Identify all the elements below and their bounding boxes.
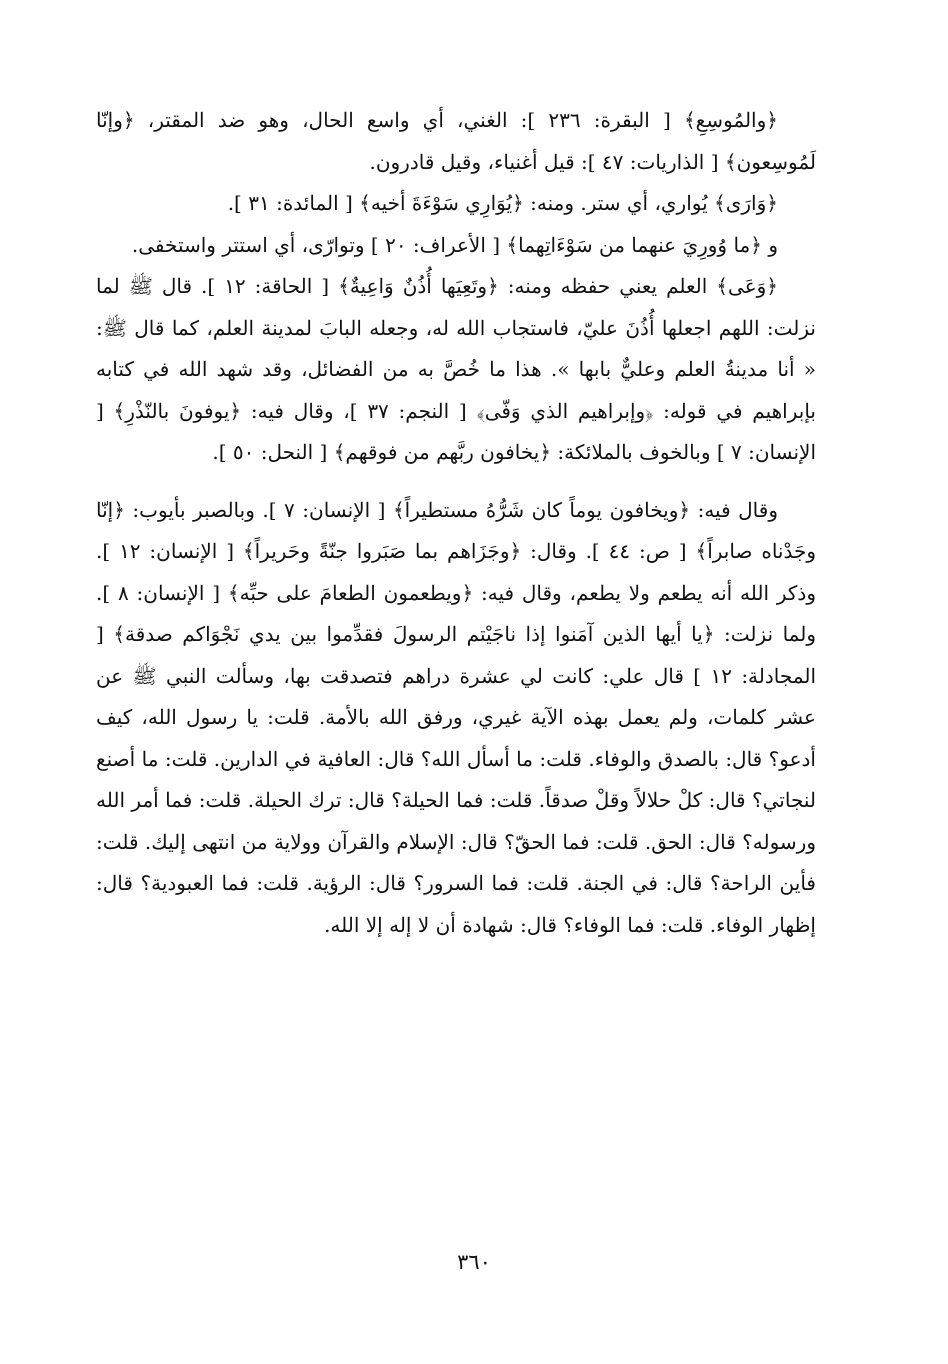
body-text xyxy=(96,100,816,946)
paragraph-wara: ﴿وَارَى﴾ يُواري، أي ستر. ومنه: ﴿يُوَارِي سَوْءَةَ أخيه﴾ [ المائدة: ٣١ ]. xyxy=(227,191,778,215)
page-number: ٣٦٠ xyxy=(457,1250,491,1274)
paragraph-almusi: ﴿والمُوسِعِ﴾ [ البقرة: ٢٣٦ ]: الغني، أي واسع الحال، وهو ضد المقتر، ﴿وإنّا لَمُوسِعون﴾ [ الذاريات: ٤٧ ]: قيل أغنياء، وقيل قادرون. xyxy=(96,108,816,174)
paragraph-wuriya: و ﴿ما وُورِيَ عنهما من سَوْءَاتِهما﴾ [ الأعراف: ٢٠ ] وتوارّى، أي استتر واستخفى. xyxy=(131,232,778,257)
paragraph-qala-fihi: وقال فيه: ﴿ويخافون يوماً كان شَرُّهُ مستطيراً﴾ [ الإنسان: ٧ ]. وبالصبر بأيوب: ﴿إنّا وجَدْناه صابراً﴾ [ ص: ٤٤ ]. وقال: ﴿وجَزَاهم بما صَبَروا جنّةً وحَريراً﴾ [ الإنسان: ١٢ ]. وذكر الله أنه يطعم ولا يطعم، وقال فيه: ﴿ويطعمون الطعامَ على حبِّه﴾ [ الإنسان: ٨ ]. ولما نزلت: ﴿يا أيها الذين آمَنوا إذا ناجَيْتم الرسولَ فقدِّموا بين يدي نَجْوَاكم صدقة﴾ [ المجادلة: ١٢ ] قال علي: كانت لي عشرة دراهم فتصدقت بها، وسألت النبي ﷺ عن عشر كلمات، ولم يعمل بهذه الآية غيري، ورفق الله بالأمة. قلت: يا رسول الله، كيف أدعو؟ قال: بالصدق والوفاء. قلت: ما أسأل الله؟ قال: العافية في الدارين. قلت: ما أصنع لنجاتي؟ قال: كلْ حلالاً وقلْ صدقاً. قلت: فما الحيلة؟ قال: ترك الحيلة. قلت: فما أمر الله ورسوله؟ قال: الحق. قلت: فما الحقّ؟ قال: الإسلام والقرآن وولاية من انتهى إليك. قلت: فأين الراحة؟ قال: في الجنة. قلت: فما السرور؟ قال: الرؤية. قلت: فما العبودية؟ قال: إظهار الوفاء. قلت: فما الوفاء؟ قال: شهادة أن لا إله إلا الله. xyxy=(96,497,817,937)
paragraph-waa: ﴿وَعَى﴾ العلم يعني حفظه ومنه: ﴿وتَعِيَها أُذُنٌ وَاعِيةٌ﴾ [ الحاقة: ١٢ ]. قال ﷺ لما نزلت: اللهم اجعلها أُذُنَ عليّ، فاستجاب الله له، وجعله البابَ لمدينة العلم، كما قال ﷺ: « أنا مدينةُ العلم وعليٌّ بابها ». هذا ما خُصَّ به من الفضائل، وقد شهد الله في كتابه بإبراهيم في قوله: ﴿وإبراهيم الذي وَفّى﴾ [ النجم: ٣٧ ]، وقال فيه: ﴿يوفونَ بالنّذْرِ﴾ [ الإنسان: ٧ ] وبالخوف بالملائكة: ﴿يخافون ربَّهم من فوقهم﴾ [ النحل: ٥٠ ]. xyxy=(96,274,817,464)
